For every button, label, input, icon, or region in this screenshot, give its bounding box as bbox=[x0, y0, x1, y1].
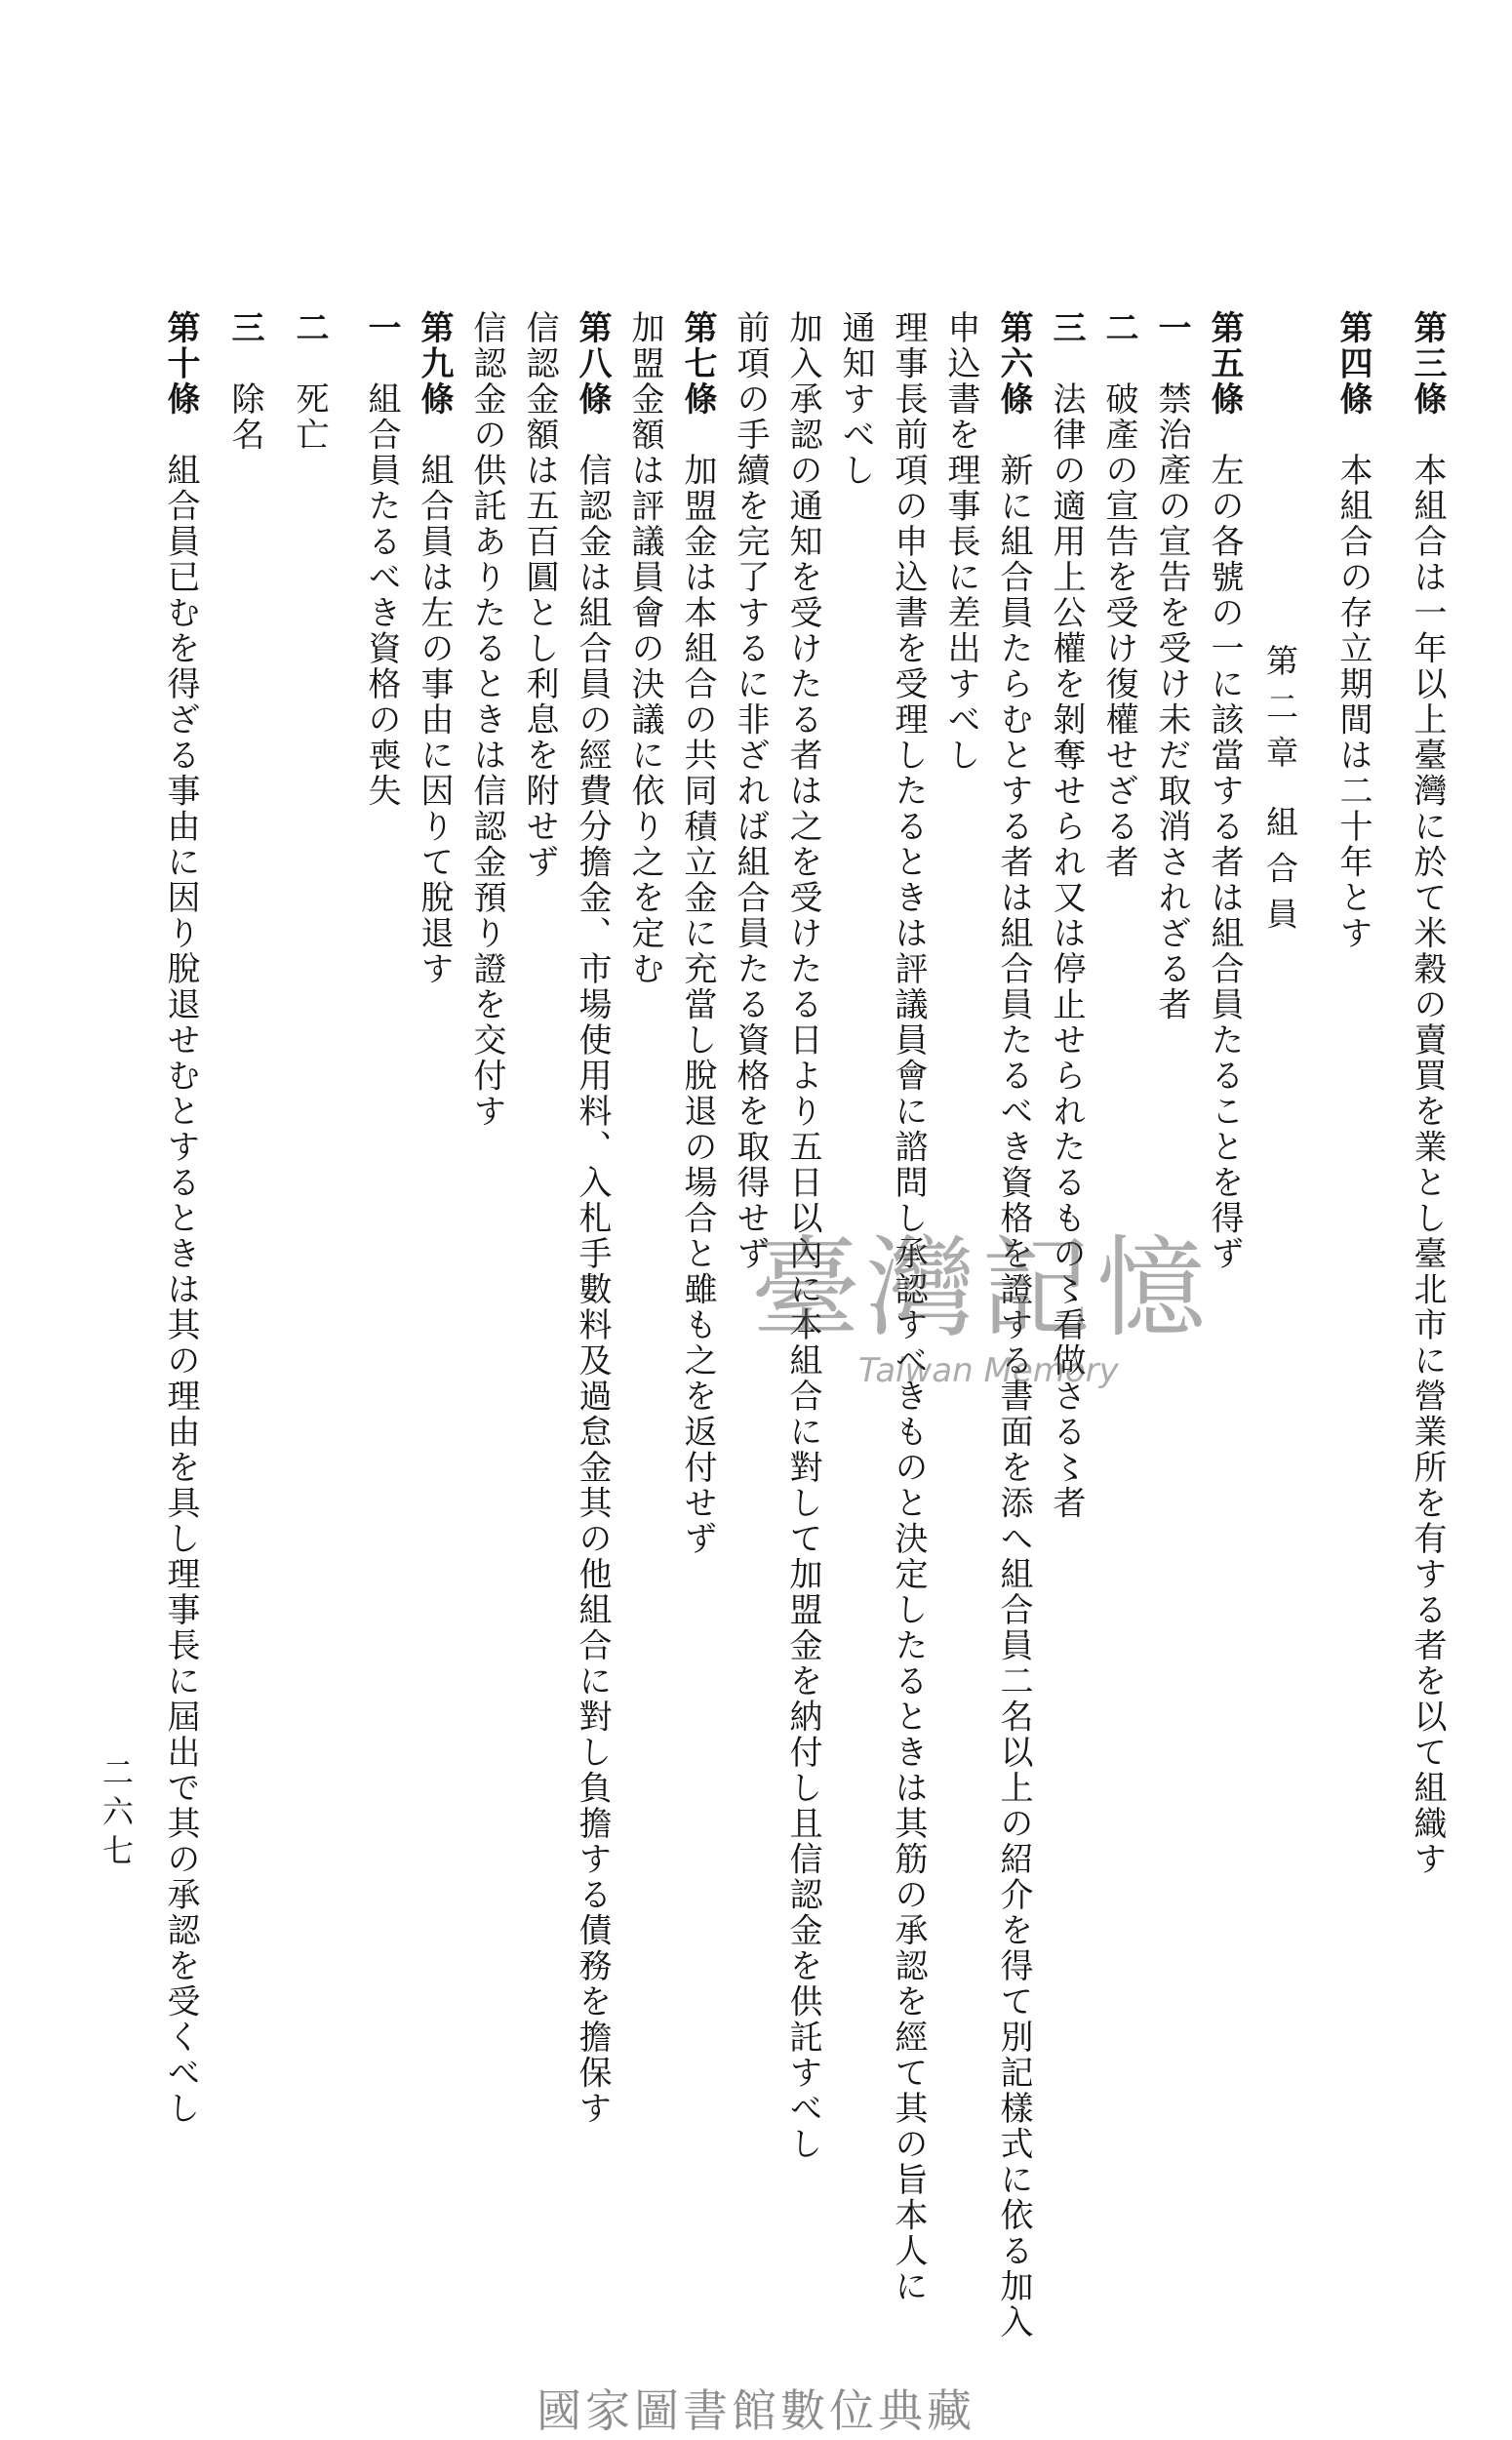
paragraph-text: 信認金額は五百圓とし利息を附せず bbox=[520, 310, 559, 880]
article-number: 第七條 bbox=[678, 310, 717, 418]
chapter-heading: 第二章 組合員 bbox=[1261, 644, 1299, 943]
paragraph-text: 加盟金額は評議員會の決議に依り之を定む bbox=[625, 310, 664, 987]
article-number: 第八條 bbox=[573, 310, 612, 418]
item-text: 禁治產の宣告を受け未だ取消されざる者 bbox=[1152, 381, 1191, 1022]
article-text: 組合員は左の事由に因りて脫退す bbox=[415, 453, 454, 987]
article-number: 第十條 bbox=[161, 310, 200, 418]
paragraph-text: 理事長前項の申込書を受理したるときは評議員會に諮問し承認すべきものと決定したるときは其筋の承認を經て其の旨本人に bbox=[889, 310, 928, 2304]
item-number: 三 bbox=[225, 310, 264, 346]
paragraph-text: 信認金の供託ありたるときは信認金預り證を交付す bbox=[467, 310, 506, 1130]
article-text: 左の各號の一に該當する者は組合員たることを得ず bbox=[1205, 453, 1244, 1272]
item-number: 二 bbox=[290, 310, 329, 346]
item-text: 法律の適用上公權を剝奪せられ又は停止せられたるもの〻看做さる〻者 bbox=[1047, 381, 1086, 1521]
page-number: 二六七 bbox=[98, 1756, 135, 1873]
item-number: 一 bbox=[362, 310, 401, 346]
item-text: 除名 bbox=[225, 381, 264, 453]
article-text: 本組合の存立期間は二十年とす bbox=[1333, 453, 1373, 951]
footer-caption: 國家圖書館數位典藏 bbox=[537, 2384, 975, 2437]
paragraph-text: 前項の手續を完了するに非ざれば組合員たる資格を取得せず bbox=[731, 310, 770, 1272]
column-article-10 bbox=[161, 310, 200, 2127]
column-article-8 bbox=[573, 310, 612, 2127]
column-item-1 bbox=[362, 310, 401, 809]
column-item-2 bbox=[1099, 310, 1138, 880]
article-text: 信認金は組合員の經費分擔金、市場使用料、入札手數料及過怠金其の他組合に對し負擔する債務を擔保す bbox=[573, 453, 612, 2127]
article-text: 加盟金は本組合の共同積立金に充當し脫退の場合と雖も之を返付せず bbox=[678, 453, 717, 1557]
article-number: 第五條 bbox=[1205, 310, 1244, 418]
item-text: 死亡 bbox=[290, 381, 329, 453]
article-text: 本組合は一年以上臺灣に於て米穀の賣買を業とし臺北市に營業所を有する者を以て組織す bbox=[1408, 453, 1447, 1877]
column-article-7 bbox=[678, 310, 717, 1557]
column-article-6 bbox=[994, 310, 1033, 2340]
item-number: 二 bbox=[1099, 310, 1138, 346]
watermark-title: 臺灣記憶 bbox=[751, 1225, 1212, 1352]
article-text: 組合員已むを得ざる事由に因り脫退せむとするときは其の理由を具し理事長に屆出で其の承認を受くべし bbox=[161, 453, 200, 2127]
column-paragraph bbox=[467, 310, 506, 1130]
article-text: 新に組合員たらむとする者は組合員たるべき資格を證する書面を添へ組合員二名以上の紹介を得て別記樣式に依る加入 bbox=[994, 453, 1033, 2340]
column-article-4 bbox=[1333, 310, 1373, 951]
column-article-9 bbox=[415, 310, 454, 987]
paragraph-text: 加入承認の通知を受けたる者は之を受けたる日より五日以內に本組合に對して加盟金を納付し且信認金を供託すべし bbox=[783, 310, 822, 2162]
column-item-2 bbox=[290, 310, 329, 453]
column-article-5 bbox=[1205, 310, 1244, 1272]
article-number: 第四條 bbox=[1333, 310, 1373, 418]
column-item-1 bbox=[1152, 310, 1191, 1022]
item-number: 一 bbox=[1152, 310, 1191, 346]
paragraph-text: 申込書を理事長に差出すべし bbox=[941, 310, 980, 774]
column-item-3 bbox=[1047, 310, 1086, 1521]
item-text: 組合員たるべき資格の喪失 bbox=[362, 381, 401, 809]
column-paragraph bbox=[783, 310, 822, 2162]
column-paragraph bbox=[731, 310, 770, 1272]
column-continuation bbox=[836, 310, 875, 489]
watermark-subtitle: Taiwan Memory bbox=[858, 1351, 1119, 1390]
article-number: 第九條 bbox=[415, 310, 454, 418]
column-paragraph bbox=[520, 310, 559, 880]
column-paragraph bbox=[625, 310, 664, 987]
column-continuation bbox=[941, 310, 980, 774]
column-item-3 bbox=[225, 310, 264, 453]
paragraph-text: 通知すべし bbox=[836, 310, 875, 489]
article-number: 第三條 bbox=[1408, 310, 1447, 418]
column-paragraph bbox=[889, 310, 928, 2304]
item-number: 三 bbox=[1047, 310, 1086, 346]
article-number: 第六條 bbox=[994, 310, 1033, 418]
column-article-3 bbox=[1408, 310, 1447, 1877]
item-text: 破產の宣告を受け復權せざる者 bbox=[1099, 381, 1138, 880]
